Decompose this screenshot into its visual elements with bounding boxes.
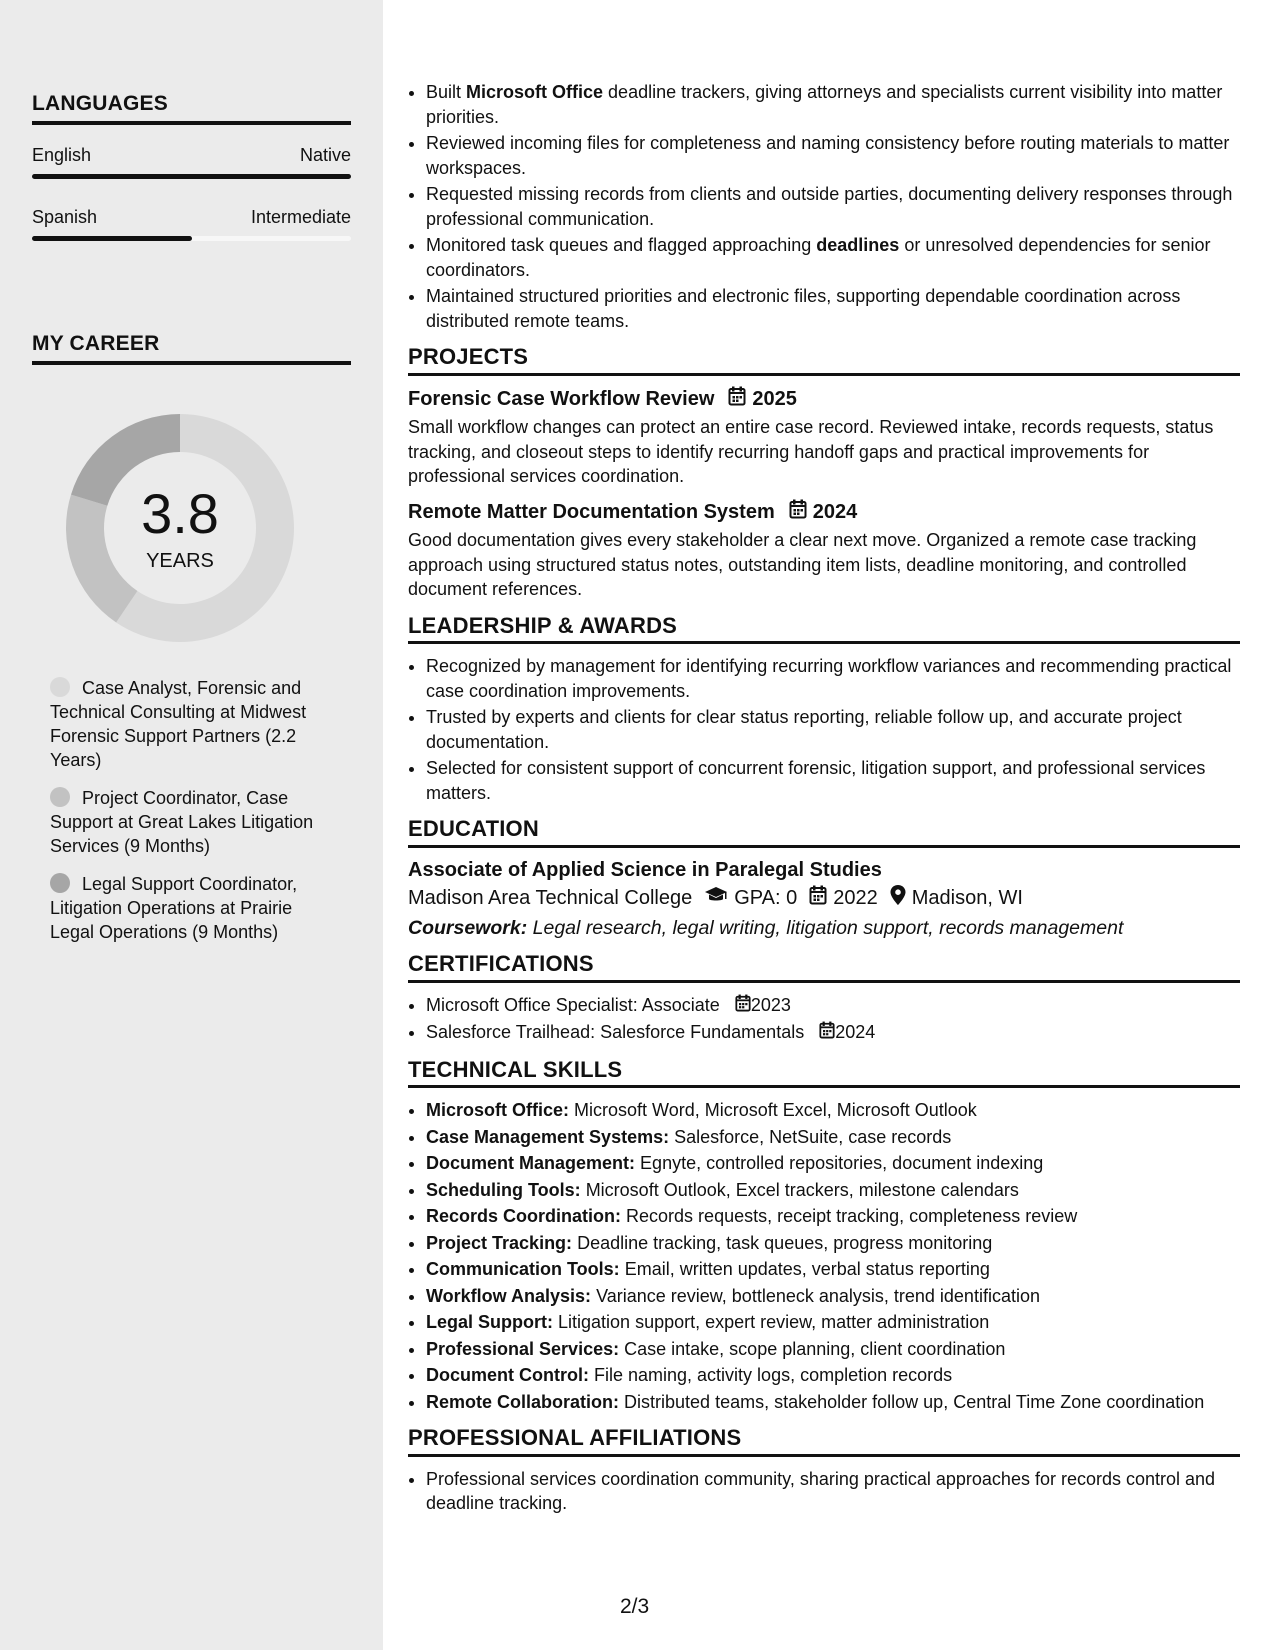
career-item bbox=[50, 676, 340, 772]
language-item bbox=[32, 145, 351, 179]
language-level-bar bbox=[32, 174, 351, 179]
language-name: Spanish bbox=[32, 207, 98, 227]
certification-item bbox=[426, 1020, 1240, 1046]
gpa: GPA: 0 bbox=[734, 887, 798, 909]
career-section bbox=[32, 332, 351, 365]
career-item-text: Project Coordinator, Case Support at Great Lakes Litigation Services (9 Months) bbox=[50, 788, 314, 856]
skill-item bbox=[426, 1151, 1240, 1176]
certification-name: Microsoft Office Specialist: Associate bbox=[426, 994, 720, 1015]
calendar-icon bbox=[809, 885, 827, 912]
experience-bullet bbox=[426, 80, 1240, 129]
career-item bbox=[50, 786, 340, 858]
calendar-icon bbox=[728, 386, 746, 413]
career-list bbox=[50, 676, 340, 958]
career-legend-dot bbox=[50, 677, 70, 697]
main-content bbox=[408, 80, 1240, 1518]
calendar-icon bbox=[735, 994, 751, 1019]
skill-label: Communication Tools: bbox=[426, 1259, 620, 1279]
graduation-cap-icon bbox=[704, 886, 728, 911]
affiliations-heading: PROFESSIONAL AFFILIATIONS bbox=[408, 1426, 1240, 1457]
language-level: Native bbox=[299, 145, 351, 165]
school-location: Madison, WI bbox=[911, 887, 1023, 909]
coursework-text: Legal research, legal writing, litigation support, records management bbox=[532, 916, 1124, 939]
language-level: Intermediate bbox=[250, 207, 351, 227]
skill-label: Workflow Analysis: bbox=[426, 1285, 592, 1306]
projects-heading: PROJECTS bbox=[408, 345, 1240, 376]
affiliations-list bbox=[408, 1467, 1240, 1516]
career-legend-dot bbox=[50, 787, 70, 807]
skill-item bbox=[426, 1098, 1240, 1123]
bullet-text: Maintained structured priorities and electronic files, supporting dependable coordination across distributed remote teams. bbox=[426, 286, 1181, 331]
skill-value: Microsoft Outlook, Excel trackers, milestone calendars bbox=[585, 1179, 1019, 1200]
page-number: 2/3 bbox=[620, 1595, 650, 1618]
skill-value: File naming, activity logs, completion records bbox=[594, 1365, 953, 1385]
language-level-bar bbox=[32, 236, 351, 241]
certifications-list bbox=[408, 993, 1240, 1046]
bullet-bold-text: Microsoft Office bbox=[466, 82, 604, 102]
career-donut-chart bbox=[60, 408, 300, 648]
project-title: Remote Matter Documentation System bbox=[408, 500, 775, 523]
project-item bbox=[408, 386, 1240, 489]
skill-label: Remote Collaboration: bbox=[426, 1391, 620, 1412]
language-item bbox=[32, 207, 351, 241]
leadership-list bbox=[408, 654, 1240, 805]
skill-label: Case Management Systems: bbox=[426, 1126, 670, 1147]
experience-bullet bbox=[426, 182, 1240, 231]
leadership-heading: LEADERSHIP & AWARDS bbox=[408, 614, 1240, 645]
career-legend-dot bbox=[50, 873, 70, 893]
skill-item bbox=[426, 1257, 1240, 1282]
career-item-text: Legal Support Coordinator, Litigation Operations at Prairie Legal Operations (9 Months) bbox=[50, 874, 298, 942]
certifications-heading: CERTIFICATIONS bbox=[408, 952, 1240, 983]
language-name: English bbox=[32, 145, 92, 165]
skill-item bbox=[426, 1178, 1240, 1203]
skill-value: Email, written updates, verbal status reporting bbox=[624, 1259, 990, 1279]
degree-title: Associate of Applied Science in Paralegal Studies bbox=[408, 858, 882, 881]
school-name: Madison Area Technical College bbox=[408, 887, 693, 909]
career-total-unit: YEARS bbox=[146, 550, 214, 572]
languages-section bbox=[32, 92, 351, 241]
experience-bullet bbox=[426, 131, 1240, 180]
skill-label: Microsoft Office: bbox=[426, 1100, 570, 1120]
skill-label: Professional Services: bbox=[426, 1338, 620, 1359]
skill-label: Document Control: bbox=[426, 1365, 589, 1385]
skill-item bbox=[426, 1231, 1240, 1256]
skill-value: Litigation support, expert review, matter administration bbox=[558, 1312, 990, 1332]
project-description: Small workflow changes can protect an entire case record. Reviewed intake, records requests, status tracking, and closeout steps to identify recurring handoff gaps and practical improvements for professional services coordination. bbox=[408, 417, 1214, 486]
certification-year: 2024 bbox=[835, 1022, 876, 1042]
skill-value: Egnyte, controlled repositories, document indexing bbox=[640, 1153, 1044, 1173]
education-meta bbox=[408, 885, 1240, 912]
career-item bbox=[50, 872, 340, 944]
bullet-bold-text: deadlines bbox=[816, 235, 900, 255]
skill-label: Project Tracking: bbox=[426, 1232, 573, 1253]
career-item-text: Case Analyst, Forensic and Technical Consulting at Midwest Forensic Support Partners (2.2 Years) bbox=[50, 678, 307, 770]
bullet-text: Requested missing records from clients and outside parties, documenting delivery responses through professional communication. bbox=[426, 184, 1233, 229]
language-level-fill bbox=[32, 236, 192, 241]
skill-item bbox=[426, 1125, 1240, 1150]
education-heading: EDUCATION bbox=[408, 817, 1240, 848]
leadership-item: • Selected for consistent support of concurrent forensic, litigation support, and professional services matters. bbox=[426, 756, 1240, 805]
skill-item bbox=[426, 1310, 1240, 1335]
experience-bullet bbox=[426, 233, 1240, 282]
skill-value: Salesforce, NetSuite, case records bbox=[674, 1126, 952, 1147]
career-total-value: 3.8 bbox=[141, 482, 219, 545]
bullet-text: Monitored task queues and flagged approaching bbox=[426, 235, 817, 255]
career-heading: MY CAREER bbox=[32, 332, 351, 365]
calendar-icon bbox=[819, 1021, 835, 1046]
coursework bbox=[408, 916, 1240, 941]
skill-value: Distributed teams, stakeholder follow up, Central Time Zone coordination bbox=[624, 1391, 1205, 1412]
language-level-fill bbox=[32, 174, 351, 179]
calendar-icon bbox=[789, 499, 807, 526]
skill-label: Document Management: bbox=[426, 1153, 636, 1173]
skill-item bbox=[426, 1337, 1240, 1362]
bullet-text: Built bbox=[426, 82, 467, 102]
skill-label: Records Coordination: bbox=[426, 1206, 622, 1226]
leadership-item: • Recognized by management for identifying recurring workflow variances and recommending practical case coordination improvements. bbox=[426, 654, 1240, 703]
skills-list bbox=[408, 1098, 1240, 1414]
coursework-label: Coursework: bbox=[408, 916, 528, 939]
bullet-text: or unresolved dependencies for senior coordinators. bbox=[426, 235, 1211, 280]
project-year: 2024 bbox=[812, 500, 858, 523]
certification-item bbox=[426, 993, 1240, 1019]
skills-heading: TECHNICAL SKILLS bbox=[408, 1058, 1240, 1089]
affiliation-item: • Professional services coordination community, sharing practical approaches for records control and deadline tracking. bbox=[426, 1467, 1240, 1516]
languages-heading: LANGUAGES bbox=[32, 92, 351, 125]
certification-year: 2023 bbox=[750, 994, 791, 1015]
project-year: 2025 bbox=[752, 387, 797, 410]
skill-item bbox=[426, 1390, 1240, 1415]
skill-item bbox=[426, 1284, 1240, 1309]
project-description: Good documentation gives every stakeholder a clear next move. Organized a remote case tracking approach using structured status notes, outstanding item lists, deadline monitoring, and controlled document references. bbox=[408, 530, 1197, 599]
skill-value: Variance review, bottleneck analysis, trend identification bbox=[596, 1285, 1040, 1306]
project-item bbox=[408, 499, 1240, 602]
skill-label: Legal Support: bbox=[426, 1312, 553, 1332]
certification-name: Salesforce Trailhead: Salesforce Fundamentals bbox=[426, 1022, 805, 1042]
leadership-item: • Trusted by experts and clients for clear status reporting, reliable follow up, and accurate project documentation. bbox=[426, 705, 1240, 754]
sidebar bbox=[0, 0, 383, 1650]
bullet-text: Reviewed incoming files for completeness and naming consistency before routing materials to matter workspaces. bbox=[426, 133, 1230, 178]
graduation-year: 2022 bbox=[833, 887, 878, 909]
skill-label: Scheduling Tools: bbox=[426, 1179, 581, 1200]
skill-value: Deadline tracking, task queues, progress monitoring bbox=[577, 1232, 993, 1253]
experience-bullet-list bbox=[408, 80, 1240, 333]
bullet-text: deadline trackers, giving attorneys and specialists current visibility into matter priorities. bbox=[426, 82, 1223, 127]
skill-item bbox=[426, 1363, 1240, 1388]
experience-bullet bbox=[426, 284, 1240, 333]
skill-value: Microsoft Word, Microsoft Excel, Microsoft Outlook bbox=[574, 1100, 977, 1120]
project-title: Forensic Case Workflow Review bbox=[408, 387, 715, 410]
skill-value: Records requests, receipt tracking, completeness review bbox=[626, 1206, 1078, 1226]
location-pin-icon bbox=[890, 885, 906, 912]
skill-item bbox=[426, 1204, 1240, 1229]
skill-value: Case intake, scope planning, client coordination bbox=[624, 1338, 1006, 1359]
